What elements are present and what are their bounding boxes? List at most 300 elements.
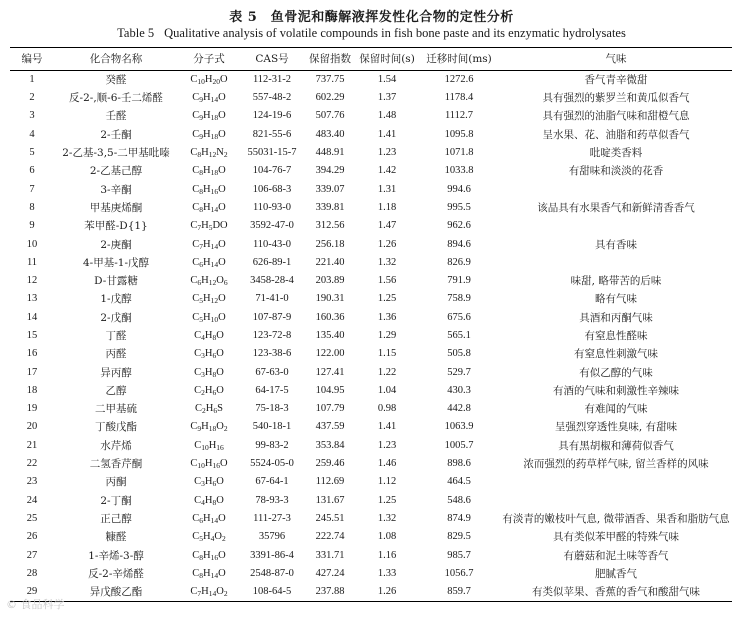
formula-element: H: [204, 348, 213, 360]
table-row: [10, 217, 732, 235]
table-row: [10, 180, 732, 198]
formula-subscript: 2: [223, 424, 228, 434]
formula-cell: [178, 473, 240, 491]
formula-element: C: [194, 476, 202, 488]
formula-element: C: [190, 458, 198, 470]
formula-element: O: [216, 586, 224, 598]
retention-time-cell: 1.23: [377, 439, 397, 451]
table-title-en: [0, 26, 743, 41]
formula-element: C: [194, 439, 202, 451]
formula-subscript: 4: [210, 534, 215, 544]
retention-time-cell: 1.25: [377, 293, 397, 305]
formula-element: C: [192, 567, 200, 579]
retention-index-cell: 448.91: [315, 147, 345, 159]
no-cell: 10: [26, 238, 38, 250]
odor-cell: 略有气味: [595, 293, 637, 306]
formula-subscript: 16: [212, 461, 220, 471]
header-cell: 保留指数: [309, 53, 351, 65]
header-cell: 迁移时间(ms): [426, 53, 492, 65]
formula-cell: [178, 199, 240, 217]
formula-element: H: [203, 531, 211, 543]
no-cell: 11: [26, 256, 38, 268]
odor-cell: 有酒的气味和刺激性辛辣味: [553, 384, 679, 397]
retention-index-cell: 131.67: [315, 494, 345, 506]
table-row: [10, 382, 732, 400]
odor-cell: 有蘑菇和泥土味等香气: [563, 549, 669, 562]
formula-element: H: [203, 512, 211, 524]
no-cell: 20: [26, 421, 38, 433]
formula-subscript: 8: [212, 369, 217, 379]
name-cell: 异戊酸乙酯: [89, 586, 143, 599]
cas-cell: 111-27-3: [253, 512, 291, 524]
formula-cell: [178, 290, 240, 308]
formula-element: H: [204, 366, 213, 378]
formula-subscript: 6: [199, 515, 204, 525]
formula-subscript: 10: [197, 461, 205, 471]
name-cell: 水芹烯: [100, 439, 132, 452]
name-cell: 2-壬酮: [100, 128, 132, 141]
formula-element: H: [201, 421, 209, 433]
drift-time-cell: 898.6: [447, 458, 471, 470]
odor-cell: 浓而强烈的药草样气味, 留兰香样的风味: [523, 458, 709, 471]
name-cell: 2-戊酮: [100, 311, 132, 324]
odor-cell: 吡啶类香料: [589, 147, 643, 160]
retention-index-cell: 107.79: [315, 403, 345, 415]
formula-subscript: 8: [199, 204, 204, 214]
drift-time-cell: 994.6: [447, 183, 471, 195]
table-row: [10, 455, 732, 473]
formula-cell: [178, 565, 240, 583]
no-cell: 16: [26, 348, 38, 360]
formula-element: O: [216, 275, 224, 287]
table-row: [10, 418, 732, 436]
formula-element: H: [203, 183, 211, 195]
cas-cell: 112-31-2: [252, 74, 292, 85]
formula-element: H: [208, 439, 217, 451]
odor-cell: 该品具有水果香气和新鲜清香香气: [537, 201, 695, 214]
formula-subscript: 6: [199, 259, 204, 269]
formula-subscript: 5: [199, 296, 204, 306]
formula-cell: [178, 510, 240, 528]
formula-cell: [178, 162, 240, 180]
formula-element: H: [203, 567, 211, 579]
formula-subscript: 7: [199, 241, 204, 251]
formula-element: H: [204, 384, 213, 396]
formula-subscript: 16: [210, 186, 219, 196]
retention-index-cell: 104.95: [315, 384, 345, 396]
retention-time-cell: 1.12: [377, 476, 397, 488]
formula-subscript: 10: [210, 314, 219, 324]
formula-subscript: 14: [210, 259, 219, 269]
formula-element: C: [195, 403, 203, 415]
no-cell: 22: [26, 458, 38, 470]
drift-time-cell: 859.7: [447, 586, 471, 598]
cas-cell: 557-48-2: [252, 92, 292, 104]
odor-cell: 有类似苹果、香蕉的香气和酸甜气味: [532, 586, 700, 599]
name-cell: 甲基庚烯酮: [89, 201, 143, 214]
no-cell: 1: [29, 74, 35, 85]
retention-index-cell: 190.31: [315, 293, 345, 305]
formula-element: H: [203, 238, 211, 250]
formula-element: O: [218, 311, 226, 323]
odor-cell: 呈水果、花、油脂和药草似香气: [542, 128, 690, 141]
odor-cell: 有甜味和淡淡的花香: [568, 165, 664, 178]
table-row: [10, 345, 732, 363]
table-row: [10, 492, 732, 510]
name-cell: 2-庚酮: [100, 238, 132, 251]
formula-element: O: [220, 458, 228, 470]
formula-element: H: [203, 201, 211, 213]
table-row: [10, 126, 732, 144]
cas-cell: 5524-05-0: [250, 458, 294, 470]
formula-element: C: [190, 421, 198, 433]
formula-cell: [178, 327, 240, 345]
retention-time-cell: 1.54: [377, 74, 397, 85]
cas-cell: 110-43-0: [252, 238, 292, 250]
retention-index-cell: 135.40: [315, 330, 345, 341]
formula-subscript: 3: [201, 351, 205, 361]
formula-subscript: 8: [199, 570, 204, 580]
no-cell: 21: [26, 439, 38, 451]
formula-subscript: 8: [199, 168, 204, 178]
table-row: [10, 400, 732, 418]
table-row: [10, 199, 732, 217]
formula-element: C: [192, 183, 200, 195]
retention-time-cell: 1.41: [377, 421, 397, 433]
odor-cell: 香气青辛微甜: [584, 74, 648, 86]
name-cell: 丁醛: [105, 330, 127, 342]
formula-subscript: 2: [201, 387, 205, 397]
header-cell: 分子式: [193, 53, 225, 65]
formula-cell: [178, 528, 240, 546]
formula-element: O: [218, 512, 226, 524]
no-cell: 17: [26, 366, 38, 378]
cas-cell: 67-63-0: [255, 366, 289, 378]
cas-cell: 55031-15-7: [247, 147, 297, 159]
no-cell: 5: [29, 147, 35, 159]
retention-time-cell: 1.31: [377, 183, 397, 195]
formula-element: H: [204, 330, 213, 341]
formula-element: H: [204, 458, 213, 470]
formula-element: O: [218, 110, 226, 122]
odor-cell: 肥腻香气: [595, 567, 637, 580]
retention-time-cell: 1.47: [377, 220, 397, 232]
formula-element: O: [218, 128, 226, 140]
cas-cell: 107-87-9: [252, 311, 292, 323]
retention-time-cell: 1.23: [377, 147, 397, 159]
formula-subscript: 12: [210, 296, 219, 306]
formula-subscript: 18: [208, 424, 217, 434]
table-row: [10, 89, 732, 107]
formula-subscript: 2: [221, 534, 226, 544]
odor-cell: 具有类似苯甲醛的特殊气味: [553, 531, 679, 544]
name-cell: 2-丁酮: [100, 494, 132, 507]
no-cell: 24: [26, 494, 38, 506]
retention-index-cell: 112.69: [315, 476, 345, 488]
retention-time-cell: 0.98: [377, 403, 397, 415]
formula-cell: [178, 107, 240, 125]
odor-cell: [500, 473, 732, 491]
formula-element: O: [216, 366, 224, 378]
formula-element: H: [203, 110, 211, 122]
cas-cell: 124-19-6: [252, 110, 292, 122]
retention-index-cell: 339.07: [315, 183, 345, 195]
retention-index-cell: 203.89: [315, 275, 345, 287]
formula-subscript: 16: [216, 442, 224, 452]
formula-subscript: 18: [210, 131, 219, 141]
no-cell: 4: [29, 128, 35, 140]
name-cell: 1-辛烯-3-醇: [88, 549, 144, 562]
no-cell: 8: [29, 201, 35, 213]
odor-cell: [500, 254, 732, 272]
table-row: [10, 437, 732, 455]
table-title-cn: 表 5 鱼骨泥和酶解液挥发性化合物的定性分析: [229, 10, 514, 25]
formula-cell: [178, 437, 240, 455]
name-cell: 丙酮: [105, 476, 127, 489]
formula-element: O: [218, 256, 226, 268]
formula-cell: [178, 254, 240, 272]
table-row: [10, 235, 732, 253]
formula-element: O: [218, 201, 226, 213]
formula-element: C: [194, 384, 202, 396]
formula-element: C: [192, 293, 200, 305]
name-cell: 正己醇: [100, 512, 132, 525]
formula-cell: [178, 455, 240, 473]
table-row: [10, 528, 732, 546]
drift-time-cell: 464.5: [447, 476, 471, 488]
header-cell: CAS号: [255, 53, 289, 65]
formula-cell: [178, 217, 240, 235]
formula-subscript: 3: [201, 369, 205, 379]
formula-element: C: [192, 512, 200, 524]
no-cell: 3: [29, 110, 35, 122]
name-cell: 丙醛: [105, 348, 127, 361]
formula-subscript: 12: [208, 278, 217, 288]
formula-cell: [178, 89, 240, 107]
table-row: [10, 290, 732, 308]
drift-time-cell: 995.5: [447, 201, 471, 213]
name-cell: 反-2-,顺-6-壬二烯醛: [69, 92, 163, 105]
no-cell: 2: [29, 92, 35, 104]
retention-index-cell: 353.84: [315, 439, 345, 451]
formula-subscript: 6: [213, 406, 218, 416]
formula-subscript: 7: [197, 223, 202, 233]
table-row: [10, 162, 732, 180]
formula-element: O: [218, 165, 226, 177]
formula-element: C: [192, 238, 200, 250]
formula-element: C: [194, 348, 202, 360]
formula-element: C: [190, 275, 198, 287]
formula-element: O: [218, 183, 226, 195]
name-cell: 2-乙基己醇: [89, 165, 143, 178]
formula-subscript: 18: [210, 168, 219, 178]
formula-subscript: 14: [210, 570, 219, 580]
retention-time-cell: 1.37: [377, 92, 397, 104]
cas-cell: 123-72-8: [252, 330, 292, 341]
retention-time-cell: 1.42: [377, 165, 397, 177]
formula-subscript: 20: [212, 77, 220, 86]
formula-element: O: [218, 293, 226, 305]
retention-index-cell: 331.71: [315, 549, 345, 561]
no-cell: 27: [26, 549, 38, 561]
cas-cell: 78-93-3: [255, 494, 289, 506]
formula-subscript: 4: [201, 333, 205, 342]
formula-cell: [178, 363, 240, 381]
formula-subscript: 10: [197, 77, 205, 86]
formula-subscript: 16: [210, 552, 219, 562]
retention-time-cell: 1.46: [377, 458, 397, 470]
formula-element: DO: [212, 220, 228, 232]
retention-time-cell: 1.26: [377, 586, 397, 598]
cas-cell: 104-76-7: [252, 165, 292, 177]
name-cell: 苯甲醛-D{1}: [84, 220, 148, 233]
odor-cell: 具有香味: [595, 238, 637, 251]
formula-subscript: 14: [210, 515, 219, 525]
cas-cell: 540-18-1: [252, 421, 292, 433]
formula-element: C: [192, 165, 200, 177]
drift-time-cell: 1063.9: [444, 421, 474, 433]
cas-cell: 99-83-2: [255, 439, 289, 451]
formula-element: C: [192, 92, 200, 104]
drift-time-cell: 874.9: [447, 512, 471, 524]
retention-index-cell: 259.46: [315, 458, 345, 470]
formula-subscript: 8: [212, 333, 217, 342]
retention-index-cell: 221.40: [315, 256, 345, 268]
table-row: [10, 510, 732, 528]
formula-cell: [178, 235, 240, 253]
no-cell: 29: [26, 586, 38, 598]
cas-cell: 3391-86-4: [250, 549, 294, 561]
formula-element: H: [203, 256, 211, 268]
table-row: [10, 254, 732, 272]
odor-cell: 有似乙醇的气味: [579, 366, 653, 379]
formula-subscript: 9: [199, 131, 204, 141]
formula-element: O: [218, 238, 226, 250]
cas-cell: 75-18-3: [255, 403, 289, 415]
formula-element: C: [192, 549, 200, 561]
name-cell: 糠醛: [105, 531, 127, 544]
drift-time-cell: 1005.7: [444, 439, 474, 451]
formula-subscript: 7: [197, 589, 202, 599]
formula-element: C: [190, 147, 198, 159]
retention-index-cell: 427.24: [315, 567, 345, 579]
compounds-table: [10, 47, 732, 602]
drift-time-cell: 985.7: [447, 549, 471, 561]
table-row: [10, 363, 732, 381]
formula-element: H: [201, 147, 209, 159]
formula-subscript: 8: [199, 186, 204, 196]
header-cell: 保留时间(s): [359, 53, 415, 65]
drift-time-cell: 1033.8: [444, 165, 474, 177]
no-cell: 9: [29, 220, 35, 232]
cas-cell: 3458-28-4: [250, 275, 294, 287]
formula-subscript: 14: [210, 95, 219, 105]
formula-subscript: 6: [197, 278, 202, 288]
odor-cell: 具有强烈的紫罗兰和黄瓜似香气: [542, 92, 690, 105]
header-cell: 气味: [605, 53, 627, 65]
cas-cell: 108-64-5: [252, 586, 292, 598]
name-cell: 二甲基硫: [95, 403, 137, 416]
drift-time-cell: 505.8: [447, 348, 471, 360]
formula-subscript: 2: [223, 150, 228, 160]
formula-element: C: [192, 311, 200, 323]
name-cell: 1-戊醇: [100, 293, 132, 306]
name-cell: 3-辛酮: [100, 183, 132, 196]
drift-time-cell: 1095.8: [444, 128, 474, 140]
cas-cell: 35796: [258, 531, 286, 543]
retention-time-cell: 1.36: [377, 311, 397, 323]
drift-time-cell: 894.6: [447, 238, 471, 250]
formula-element: C: [190, 220, 198, 232]
formula-cell: [178, 382, 240, 400]
formula-subscript: 5: [208, 223, 213, 233]
formula-subscript: 6: [212, 387, 217, 397]
retention-time-cell: 1.56: [377, 275, 397, 287]
retention-time-cell: 1.25: [377, 494, 397, 506]
name-cell: 异丙醇: [100, 366, 132, 379]
formula-element: H: [203, 311, 211, 323]
formula-subscript: 6: [212, 479, 217, 489]
formula-element: O: [216, 421, 224, 433]
cas-cell: 626-89-1: [252, 256, 292, 268]
formula-element: O: [216, 348, 224, 360]
header-row: [10, 48, 732, 71]
no-cell: 15: [26, 330, 38, 341]
cas-cell: 3592-47-0: [250, 220, 294, 232]
no-cell: 19: [26, 403, 38, 415]
formula-subscript: 14: [210, 204, 219, 214]
table-row: [10, 144, 732, 162]
retention-index-cell: 602.29: [315, 92, 345, 104]
retention-time-cell: 1.16: [377, 549, 397, 561]
drift-time-cell: 791.9: [447, 275, 471, 287]
drift-time-cell: 1178.4: [444, 92, 474, 104]
formula-element: N: [216, 147, 224, 159]
table-row: [10, 309, 732, 327]
formula-subscript: 9: [197, 424, 202, 434]
drift-time-cell: 1272.6: [444, 74, 474, 85]
formula-element: H: [204, 494, 213, 506]
formula-element: O: [216, 476, 224, 488]
drift-time-cell: 826.9: [447, 256, 471, 268]
retention-time-cell: 1.18: [377, 201, 397, 213]
odor-cell: 有淡青的嫩枝叶气息, 微带酒香、果香和脂肪气息: [502, 512, 730, 525]
no-cell: 7: [29, 183, 35, 195]
retention-index-cell: 222.74: [315, 531, 345, 543]
formula-subscript: 14: [210, 241, 219, 251]
formula-element: C: [192, 128, 200, 140]
formula-element: C: [192, 256, 200, 268]
drift-time-cell: 430.3: [447, 384, 471, 396]
header-cell: 编号: [21, 53, 43, 65]
formula-cell: [178, 272, 240, 290]
retention-time-cell: 1.32: [377, 512, 397, 524]
retention-index-cell: 437.59: [315, 421, 345, 433]
formula-subscript: 12: [208, 150, 217, 160]
formula-element: C: [190, 74, 198, 85]
cas-cell: 71-41-0: [255, 293, 289, 305]
retention-time-cell: 1.32: [377, 256, 397, 268]
formula-subscript: 9: [199, 95, 204, 105]
drift-time-cell: 565.1: [447, 330, 471, 341]
watermark-logo: © 食品科学: [6, 598, 65, 611]
retention-index-cell: 122.00: [315, 348, 345, 360]
name-cell: D-甘露糖: [94, 275, 138, 288]
formula-element: H: [205, 403, 214, 415]
formula-element: C: [194, 330, 202, 341]
drift-time-cell: 962.6: [447, 220, 471, 232]
formula-subscript: 8: [212, 497, 217, 507]
